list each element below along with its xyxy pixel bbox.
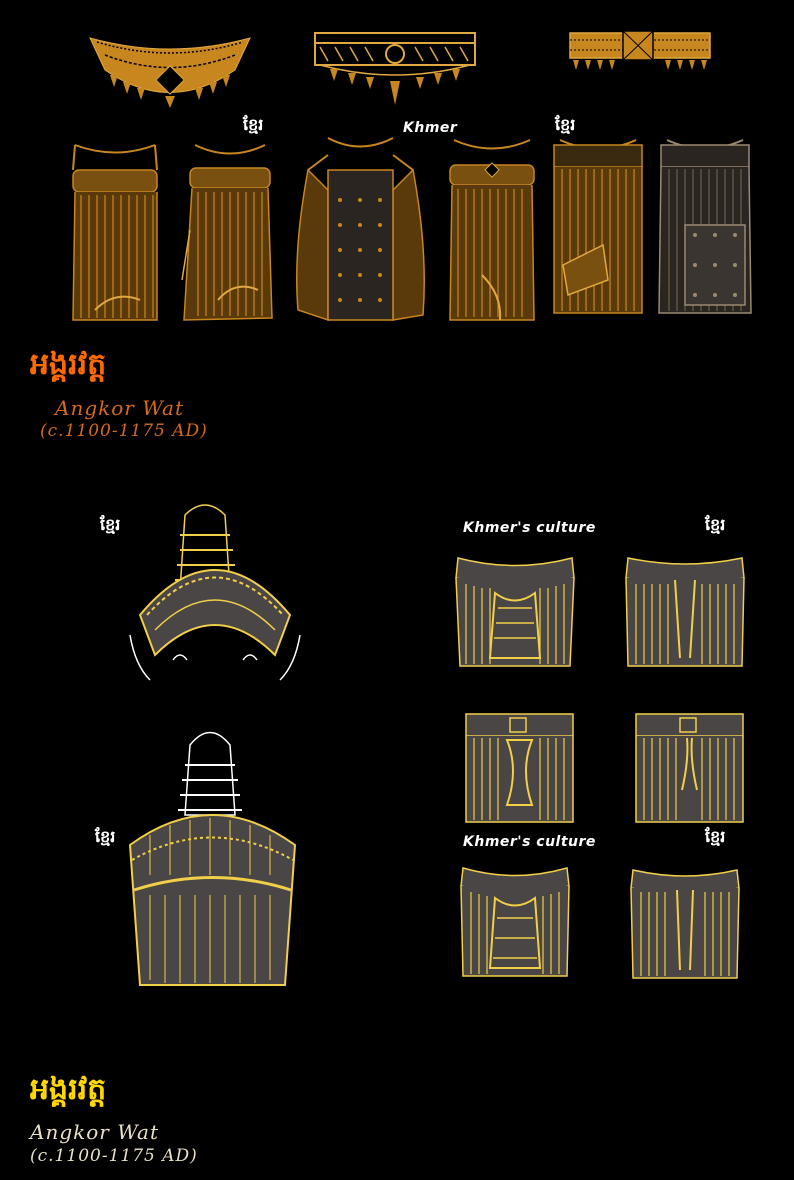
robe-drawing xyxy=(288,130,433,330)
section-bottom-date: (c.1100-1175 AD) xyxy=(30,1146,198,1166)
khmer-label: ខ្មែរ xyxy=(95,827,116,846)
khmer-label: ខ្មែរ xyxy=(243,115,264,134)
khmer-label: ខ្មែរ xyxy=(555,115,576,134)
necklace-ornament xyxy=(85,20,255,110)
section-bottom-title-english: Angkor Wat xyxy=(30,1120,159,1144)
short-sampot-drawing-6 xyxy=(625,860,745,985)
section-bottom-title-khmer: អង្គរវត្ត xyxy=(30,1072,107,1107)
short-sampot-drawing-4 xyxy=(632,710,747,825)
section-top-date: (c.1100-1175 AD) xyxy=(40,421,208,441)
sampot-drawing-2 xyxy=(180,140,280,330)
khmers-culture-label: Khmer's culture xyxy=(463,834,596,850)
short-sampot-drawing-3 xyxy=(462,710,577,825)
short-sampot-drawing-5 xyxy=(455,858,575,983)
sampot-drawing-1 xyxy=(65,140,165,330)
sampot-drawing-4 xyxy=(548,135,648,325)
crown-cap-drawing xyxy=(120,715,305,1000)
belt-ornament-band xyxy=(565,28,715,78)
short-sampot-drawing-2 xyxy=(620,548,750,678)
khmers-culture-label: Khmer's culture xyxy=(463,520,596,536)
khmer-latin-label: Khmer xyxy=(403,120,458,136)
crown-diadem-drawing xyxy=(125,495,305,695)
belt-ornament-pendant xyxy=(310,25,480,115)
short-sampot-drawing-1 xyxy=(450,548,580,678)
khmer-label: ខ្មែរ xyxy=(705,515,726,534)
sampot-drawing-5 xyxy=(655,135,755,325)
khmer-label: ខ្មែរ xyxy=(100,515,121,534)
section-top-title-khmer: អង្គរវត្ត xyxy=(30,347,107,382)
khmer-label: ខ្មែរ xyxy=(705,827,726,846)
section-top-title-english: Angkor Wat xyxy=(55,396,184,420)
sampot-drawing-3 xyxy=(442,135,542,330)
